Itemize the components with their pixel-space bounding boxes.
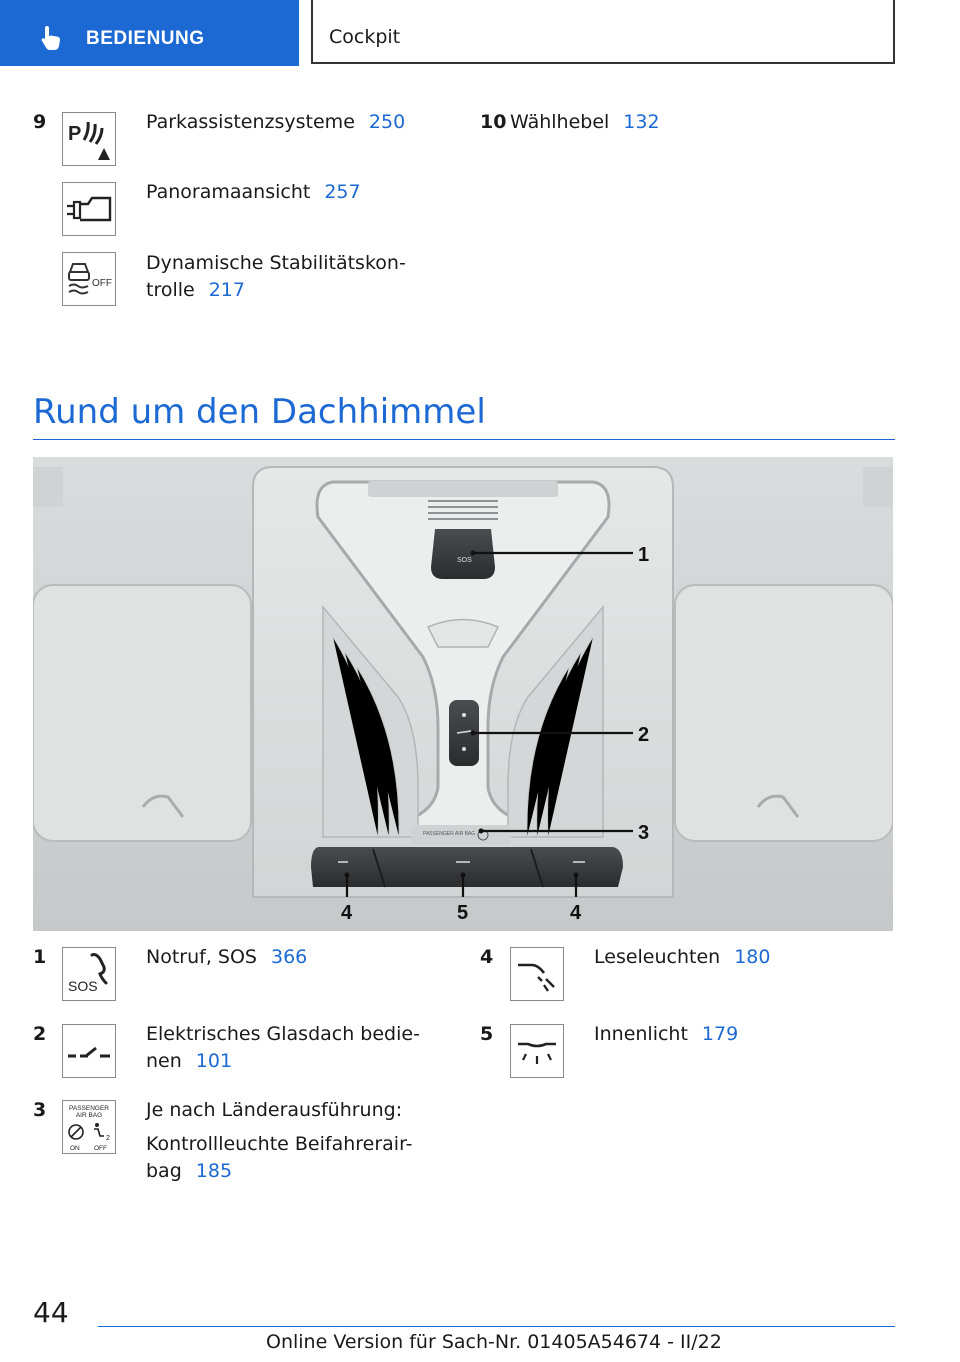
item-text-glass-roof — [146, 1022, 420, 1074]
page-ref-link[interactable]: 101 — [195, 1050, 233, 1072]
svg-text:OFF: OFF — [92, 278, 112, 289]
item-text-interior-light — [594, 1022, 738, 1047]
park-assist-icon — [64, 114, 114, 164]
interior-light-icon — [512, 1026, 562, 1076]
footer-divider — [98, 1326, 895, 1327]
item-text-reading-light — [594, 945, 770, 970]
callout-2: 2 — [638, 724, 650, 746]
airbag-line1: PASSENGER — [69, 1105, 109, 1112]
headliner-photo — [33, 457, 893, 931]
icon-frame — [510, 947, 564, 1001]
airbag-line2: AIR BAG — [75, 1112, 103, 1119]
page-ref-link[interactable]: 179 — [701, 1023, 739, 1045]
item-label: nen — [146, 1050, 182, 1072]
airbag-indicator-label: PASSENGER AIR BAG — [423, 831, 476, 837]
item-text-sos — [146, 945, 307, 970]
airbag-on: ON — [70, 1145, 80, 1152]
icon-frame — [62, 182, 116, 236]
section-title: Rund um den Dachhimmel — [33, 392, 486, 432]
svg-text:P: P — [68, 123, 82, 145]
item-text-panorama — [146, 180, 361, 205]
pointing-hand-icon — [38, 24, 66, 52]
item-label: Leseleuchten — [594, 946, 721, 968]
item-text-dsc — [146, 251, 406, 303]
item-number: 9 — [33, 111, 47, 133]
item-label: Panoramaansicht — [146, 181, 311, 203]
callout-4-left: 4 — [341, 902, 353, 924]
panorama-view-icon — [64, 184, 114, 234]
item-label: Elektrisches Glasdach bedie- — [146, 1023, 420, 1045]
passenger-airbag-icon — [64, 1102, 114, 1152]
item-label: trolle — [146, 279, 195, 301]
callout-1: 1 — [638, 544, 650, 566]
item-number: 2 — [33, 1023, 47, 1045]
item-label: Je nach Länderausführung: — [146, 1099, 403, 1121]
page-ref-link[interactable]: 132 — [623, 111, 660, 133]
section-header — [311, 0, 895, 64]
headliner-illustration — [33, 457, 893, 931]
item-label: Notruf, SOS — [146, 946, 257, 968]
sos-button-label: SOS — [457, 557, 472, 564]
page-ref-link[interactable]: 257 — [324, 181, 361, 203]
sos-call-icon — [64, 949, 114, 999]
dsc-off-icon — [64, 254, 114, 304]
reading-light-icon — [512, 949, 562, 999]
callout-4-right: 4 — [570, 902, 582, 924]
chapter-tab[interactable] — [0, 0, 299, 66]
svg-text:2: 2 — [106, 1135, 110, 1142]
page-ref-link[interactable]: 366 — [271, 946, 308, 968]
icon-frame — [62, 1024, 116, 1078]
item-number: 3 — [33, 1099, 47, 1121]
item-label: Wählhebel — [510, 111, 610, 133]
airbag-off: OFF — [94, 1145, 107, 1152]
item-label: bag — [146, 1160, 182, 1182]
section-divider — [33, 439, 895, 440]
callout-3: 3 — [638, 822, 650, 844]
footer-text: Online Version für Sach-Nr. 01405A54674 - II/22 — [266, 1331, 722, 1353]
glass-roof-icon — [64, 1026, 114, 1076]
icon-frame — [62, 252, 116, 306]
page-ref-link[interactable]: 185 — [195, 1160, 233, 1182]
icon-frame — [62, 947, 116, 1001]
item-label: Kontrollleuchte Beifahrerair- — [146, 1133, 413, 1155]
svg-text:SOS: SOS — [68, 978, 98, 994]
callout-5: 5 — [457, 902, 469, 924]
icon-frame — [62, 112, 116, 166]
chapter-label: BEDIENUNG — [86, 28, 205, 49]
page-number: 44 — [33, 1296, 69, 1329]
page-ref-link[interactable]: 250 — [368, 111, 406, 133]
section-label: Cockpit — [329, 26, 401, 48]
item-number: 5 — [480, 1023, 494, 1045]
item-number: 4 — [480, 946, 494, 968]
icon-frame — [62, 1100, 116, 1154]
page-ref-link[interactable]: 180 — [734, 946, 771, 968]
item-number: 1 — [33, 946, 47, 968]
page-ref-link[interactable]: 217 — [208, 279, 245, 301]
item-label: Dynamische Stabilitätskon- — [146, 252, 406, 274]
item-text-airbag — [146, 1098, 413, 1184]
icon-frame — [510, 1024, 564, 1078]
item-label: Parkassistenzsysteme — [146, 111, 355, 133]
item-label: Innenlicht — [594, 1023, 688, 1045]
item-text-gear-lever — [510, 110, 660, 135]
item-text-park-assist — [146, 110, 405, 135]
item-number: 10 — [480, 111, 507, 133]
